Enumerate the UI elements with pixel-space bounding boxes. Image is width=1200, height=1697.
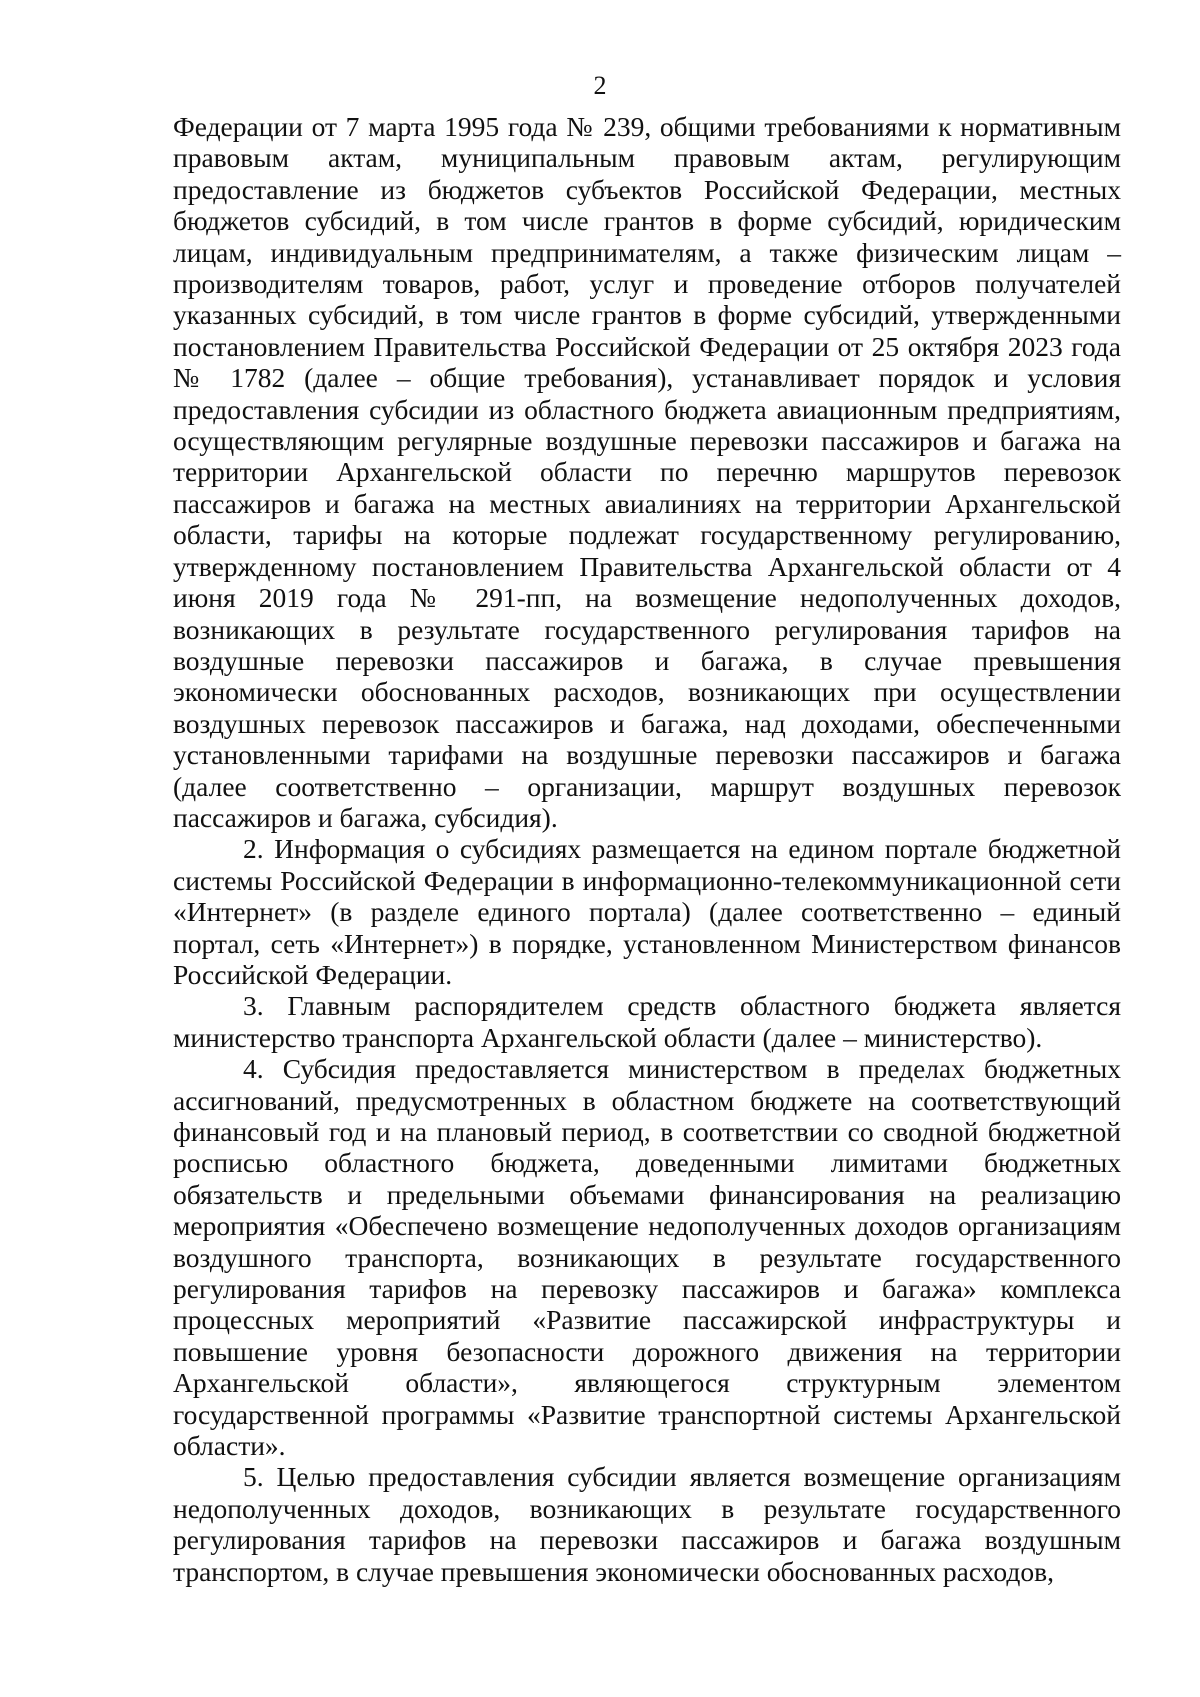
paragraph-continuation: Федерации от 7 марта 1995 года № 239, общими требованиями к нормативным правовым актам, муниципальным правовым актам, регулирующим предоставление из бюджетов субъектов Российской Федерации, местных бюджетов субсидий, в том числе грантов в форме субсидий, юридическим лицам, индивидуальным предпринимателям, а также физическим лицам – производителям товаров, работ, услуг и проведение отборов получателей указанных субсидий, в том числе грантов в форме субсидий, утвержденными постановлением Правительства Российской Федерации от 25 октября 2023 года № 1782 (далее – общие требования), устанавливает порядок и условия предоставления субсидии из областного бюджета авиационным предприятиям, осуществляющим регулярные воздушные перевозки пассажиров и багажа на территории Архангельской области по перечню маршрутов перевозок пассажиров и багажа на местных авиалиниях на территории Архангельской области, тарифы на которые подлежат государственному регулированию, утвержденному постановлением Правительства Архангельской области от 4 июня 2019 года № 291-пп, на возмещение недополученных доходов, возникающих в результате государственного регулирования тарифов на воздушные перевозки пассажиров и багажа, в случае превышения экономически обоснованных расходов, возникающих при осуществлении воздушных перевозок пассажиров и багажа, над доходами, обеспеченными установленными тарифами на воздушные перевозки пассажиров и багажа (далее соответственно – организации, маршрут воздушных перевозок пассажиров и багажа, субсидия). (173, 111, 1121, 833)
document-body (173, 111, 1121, 1587)
paragraph-4: 4. Субсидия предоставляется министерством в пределах бюджетных ассигнований, предусмотренных в областном бюджете на соответствующий финансовый год и на плановый период, в соответствии со сводной бюджетной росписью областного бюджета, доведенными лимитами бюджетных обязательств и предельными объемами финансирования на реализацию мероприятия «Обеспечено возмещение недополученных доходов организациям воздушного транспорта, возникающих в результате государственного регулирования тарифов на перевозку пассажиров и багажа» комплекса процессных мероприятий «Развитие пассажирской инфраструктуры и повышение уровня безопасности дорожного движения на территории Архангельской области», являющегося структурным элементом государственной программы «Развитие транспортной системы Архангельской области». (173, 1053, 1121, 1462)
paragraph-3: 3. Главным распорядителем средств областного бюджета является министерство транспорта Архангельской области (далее – министерство). (173, 990, 1121, 1053)
paragraph-5: 5. Целью предоставления субсидии является возмещение организациям недополученных доходов, возникающих в результате государственного регулирования тарифов на перевозки пассажиров и багажа воздушным транспортом, в случае превышения экономически обоснованных расходов, (173, 1461, 1121, 1587)
page-number: 2 (593, 71, 607, 100)
paragraph-2: 2. Информация о субсидиях размещается на едином портале бюджетной системы Российской Федерации в информационно-телекоммуникационной сети «Интернет» (в разделе единого портала) (далее соответственно – единый портал, сеть «Интернет») в порядке, установленном Министерством финансов Российской Федерации. (173, 833, 1121, 990)
